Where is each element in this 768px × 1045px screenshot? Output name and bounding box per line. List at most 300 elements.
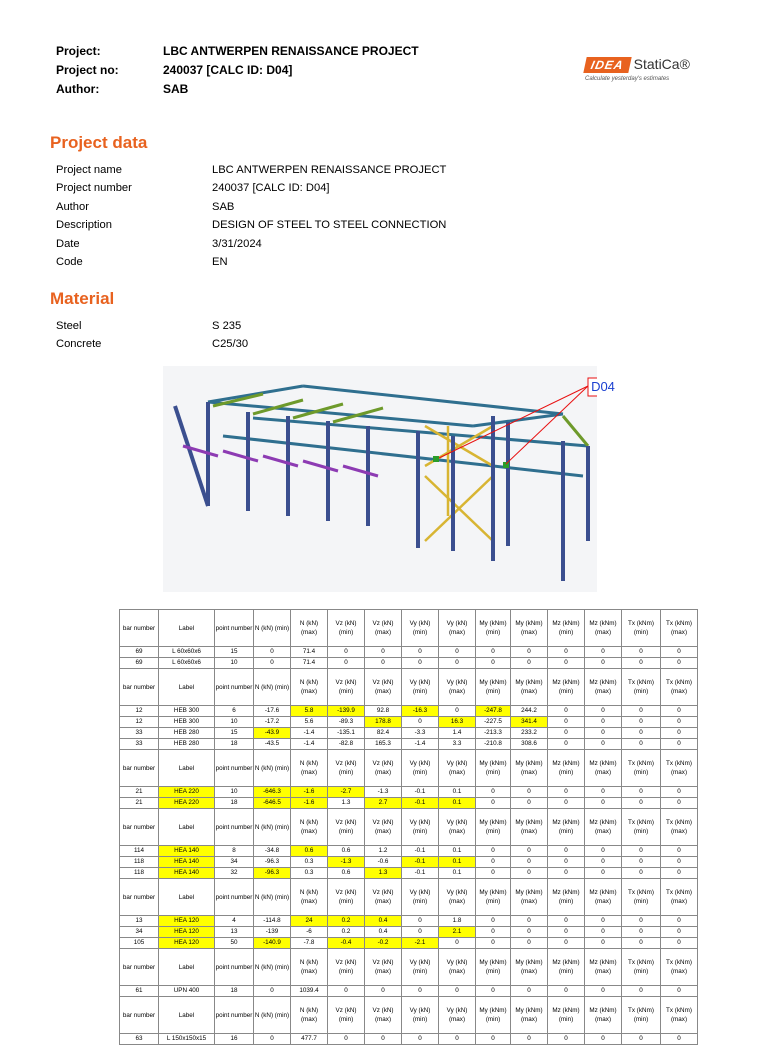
table-cell: 341.4: [511, 717, 548, 728]
table-header-cell: Mz (kNm) (min): [548, 750, 585, 787]
structure-3d-model: [163, 366, 615, 592]
header-project-row: [56, 44, 419, 63]
project-data-heading: Project data: [50, 133, 148, 152]
table-cell: -96.3: [254, 857, 291, 868]
table-row: [120, 658, 698, 669]
table-cell: 0: [585, 706, 622, 717]
table-header-cell: point number: [215, 610, 254, 647]
table-cell: -43.9: [254, 728, 291, 739]
table-header-cell: Mz (kNm) (max): [585, 949, 622, 986]
table-cell: 0: [661, 916, 698, 927]
kv-label: Date: [56, 237, 80, 250]
table-cell: 477.7: [291, 1034, 328, 1045]
table-row: [120, 927, 698, 938]
table-header-cell: Mz (kNm) (min): [548, 879, 585, 916]
table-cell: 0: [661, 717, 698, 728]
table-header-cell: bar number: [120, 949, 159, 986]
table-header-cell: My (kNm) (min): [476, 809, 511, 846]
kv-value: SAB: [212, 200, 235, 213]
table-cell: 10: [215, 787, 254, 798]
table-header-cell: N (kN) (min): [254, 997, 291, 1034]
table-cell: 0: [511, 1034, 548, 1045]
table-cell: 244.2: [511, 706, 548, 717]
table-cell: 0: [661, 938, 698, 949]
table-header-cell: bar number: [120, 809, 159, 846]
table-cell: 4: [215, 916, 254, 927]
table-cell: 0: [661, 1034, 698, 1045]
table-cell: 0: [585, 916, 622, 927]
kv-value: 3/31/2024: [212, 237, 262, 250]
table-row: [120, 857, 698, 868]
table-cell: -6: [291, 927, 328, 938]
table-header-cell: Vz (kN) (max): [365, 879, 402, 916]
table-cell: 0: [548, 728, 585, 739]
table-cell: 178.8: [365, 717, 402, 728]
table-cell: 0: [439, 1034, 476, 1045]
table-cell: 61: [120, 986, 159, 997]
table-cell: 5.8: [291, 706, 328, 717]
table-cell: 33: [120, 739, 159, 750]
table-cell: 0: [511, 857, 548, 868]
table-cell: 0: [548, 857, 585, 868]
table-header-cell: Mz (kNm) (min): [548, 949, 585, 986]
table-cell: 0: [585, 868, 622, 879]
table-cell: 0.3: [291, 857, 328, 868]
table-header-cell: Vy (kN) (min): [402, 879, 439, 916]
table-header-cell: Mz (kNm) (max): [585, 997, 622, 1034]
table-header-cell: Mz (kNm) (max): [585, 610, 622, 647]
table-cell: 34: [215, 857, 254, 868]
table-cell: 0: [439, 986, 476, 997]
kv-label: Code: [56, 255, 83, 268]
table-cell: 0.6: [328, 846, 365, 857]
table-cell: 0: [548, 916, 585, 927]
table-row: [120, 1034, 698, 1045]
table-cell: HEB 300: [159, 706, 215, 717]
table-cell: 0: [622, 798, 661, 809]
table-header-cell: N (kN) (max): [291, 997, 328, 1034]
table-cell: 0: [661, 739, 698, 750]
table-cell: 308.6: [511, 739, 548, 750]
table-header-cell: Vz (kN) (max): [365, 949, 402, 986]
table-cell: 0: [402, 986, 439, 997]
table-cell: 6: [215, 706, 254, 717]
table-cell: 0: [622, 647, 661, 658]
table-cell: 0: [439, 647, 476, 658]
kv-row: [56, 182, 446, 200]
table-cell: 0: [548, 658, 585, 669]
table-header-cell: N (kN) (max): [291, 809, 328, 846]
logo-name: StatiCa®: [633, 56, 690, 72]
table-header-cell: N (kN) (max): [291, 750, 328, 787]
table-header-cell: Vy (kN) (min): [402, 669, 439, 706]
table-cell: 0: [511, 658, 548, 669]
table-header-cell: bar number: [120, 610, 159, 647]
table-cell: -0.1: [402, 787, 439, 798]
table-header-cell: My (kNm) (min): [476, 949, 511, 986]
table-header-cell: N (kN) (min): [254, 669, 291, 706]
table-cell: 24: [291, 916, 328, 927]
table-header-cell: N (kN) (min): [254, 750, 291, 787]
table-cell: 13: [120, 916, 159, 927]
kv-row: [56, 338, 248, 356]
table-cell: 0: [585, 938, 622, 949]
table-cell: 0: [511, 798, 548, 809]
table-cell: 69: [120, 647, 159, 658]
table-cell: 0: [511, 938, 548, 949]
table-cell: HEB 280: [159, 739, 215, 750]
kv-row: [56, 201, 446, 219]
table-cell: 0: [661, 798, 698, 809]
table-cell: 0: [476, 927, 511, 938]
table-cell: 0: [476, 986, 511, 997]
table-cell: 50: [215, 938, 254, 949]
table-cell: UPN 400: [159, 986, 215, 997]
table-cell: 0: [548, 846, 585, 857]
table-row: [120, 986, 698, 997]
table-header-cell: point number: [215, 879, 254, 916]
table-cell: -2.1: [402, 938, 439, 949]
table-header-cell: Tx (kNm) (max): [661, 879, 698, 916]
table-header-cell: Mz (kNm) (max): [585, 750, 622, 787]
table-cell: -0.1: [402, 846, 439, 857]
table-cell: HEA 220: [159, 798, 215, 809]
table-header-cell: My (kNm) (max): [511, 669, 548, 706]
kv-label: Description: [56, 219, 112, 232]
table-cell: -82.8: [328, 739, 365, 750]
table-header-cell: My (kNm) (min): [476, 669, 511, 706]
table-cell: 0: [622, 986, 661, 997]
table-cell: 0: [365, 986, 402, 997]
table-cell: 10: [215, 658, 254, 669]
table-cell: 0: [585, 798, 622, 809]
table-cell: 0: [661, 706, 698, 717]
logo-tagline: Calculate yesterday's estimates: [585, 76, 670, 82]
table-cell: 3.3: [439, 739, 476, 750]
table-row: [120, 798, 698, 809]
table-cell: 1.3: [328, 798, 365, 809]
table-header-cell: Mz (kNm) (max): [585, 879, 622, 916]
table-header-cell: Vy (kN) (max): [439, 669, 476, 706]
table-cell: 0.1: [439, 798, 476, 809]
table-header-row: [120, 879, 698, 916]
table-row: [120, 868, 698, 879]
header-project-no-row: [56, 63, 419, 82]
table-cell: -3.3: [402, 728, 439, 739]
table-cell: 0: [476, 658, 511, 669]
table-header-cell: My (kNm) (min): [476, 879, 511, 916]
table-cell: 0: [622, 728, 661, 739]
table-cell: -646.5: [254, 798, 291, 809]
table-cell: HEA 120: [159, 927, 215, 938]
table-cell: 0: [511, 846, 548, 857]
table-cell: 0: [548, 787, 585, 798]
table-cell: 0: [622, 1034, 661, 1045]
table-header-cell: Tx (kNm) (min): [622, 750, 661, 787]
table-cell: 0: [254, 658, 291, 669]
table-cell: 0: [622, 739, 661, 750]
table-header-cell: N (kN) (min): [254, 809, 291, 846]
table-cell: 0: [661, 728, 698, 739]
table-cell: 0: [622, 846, 661, 857]
table-header-cell: My (kNm) (max): [511, 949, 548, 986]
table-cell: -247.8: [476, 706, 511, 717]
table-header-cell: Vy (kN) (min): [402, 949, 439, 986]
table-header-cell: Vz (kN) (min): [328, 879, 365, 916]
table-cell: -1.3: [328, 857, 365, 868]
table-cell: 0: [622, 706, 661, 717]
table-header-cell: Tx (kNm) (max): [661, 997, 698, 1034]
table-header-cell: Mz (kNm) (min): [548, 997, 585, 1034]
table-header-cell: Vy (kN) (max): [439, 809, 476, 846]
kv-label: Author: [56, 200, 89, 213]
table-header-cell: Vz (kN) (min): [328, 949, 365, 986]
table-cell: 0: [585, 846, 622, 857]
internal-forces-table: [119, 609, 698, 1045]
table-header-cell: My (kNm) (max): [511, 879, 548, 916]
table-cell: -0.2: [365, 938, 402, 949]
kv-label: Project number: [56, 182, 132, 195]
table-cell: 0: [548, 986, 585, 997]
table-header-cell: Label: [159, 879, 215, 916]
table-header-cell: My (kNm) (max): [511, 997, 548, 1034]
table-cell: L 150x150x15: [159, 1034, 215, 1045]
table-cell: 0: [254, 986, 291, 997]
table-cell: 0: [328, 1034, 365, 1045]
table-cell: 0: [548, 927, 585, 938]
table-header-cell: Vy (kN) (max): [439, 997, 476, 1034]
table-header-cell: point number: [215, 949, 254, 986]
table-cell: 0: [402, 927, 439, 938]
table-cell: HEA 220: [159, 787, 215, 798]
table-cell: 0: [476, 787, 511, 798]
table-cell: 0: [661, 787, 698, 798]
table-cell: 0: [548, 739, 585, 750]
table-cell: L 60x60x6: [159, 658, 215, 669]
table-cell: 0: [548, 706, 585, 717]
table-header-cell: N (kN) (max): [291, 949, 328, 986]
table-cell: 0: [511, 916, 548, 927]
table-row: [120, 739, 698, 750]
table-cell: 0.4: [365, 927, 402, 938]
table-cell: 0: [622, 787, 661, 798]
table-cell: 0.1: [439, 846, 476, 857]
project-data-list: [56, 164, 446, 274]
table-header-cell: Tx (kNm) (max): [661, 809, 698, 846]
table-cell: -0.1: [402, 857, 439, 868]
kv-label: Project name: [56, 164, 122, 176]
table-cell: 0.6: [291, 846, 328, 857]
table-cell: 0: [585, 1034, 622, 1045]
table-header-cell: Label: [159, 750, 215, 787]
table-cell: 0: [365, 647, 402, 658]
table-cell: 0: [511, 927, 548, 938]
table-row: [120, 717, 698, 728]
table-header-cell: Label: [159, 809, 215, 846]
header-value: LBC ANTWERPEN RENAISSANCE PROJECT: [163, 44, 419, 58]
table-cell: 0: [585, 787, 622, 798]
table-cell: 0: [476, 798, 511, 809]
table-row: [120, 647, 698, 658]
table-cell: 1.8: [439, 916, 476, 927]
table-header-cell: Tx (kNm) (max): [661, 750, 698, 787]
table-cell: 0: [585, 728, 622, 739]
table-cell: HEB 280: [159, 728, 215, 739]
table-cell: 0: [585, 717, 622, 728]
table-cell: 34: [120, 927, 159, 938]
table-header-cell: N (kN) (max): [291, 669, 328, 706]
table-cell: 8: [215, 846, 254, 857]
table-row: [120, 938, 698, 949]
connection-node-b: [503, 462, 509, 468]
table-header-cell: My (kNm) (max): [511, 610, 548, 647]
table-cell: 0: [511, 787, 548, 798]
table-cell: -1.3: [365, 787, 402, 798]
table-cell: 0: [585, 986, 622, 997]
table-cell: -140.9: [254, 938, 291, 949]
table-cell: 0: [548, 798, 585, 809]
table-cell: 0: [402, 647, 439, 658]
kv-row: [56, 164, 446, 182]
table-cell: 0: [365, 658, 402, 669]
kv-value: LBC ANTWERPEN RENAISSANCE PROJECT: [212, 164, 447, 176]
table-header-cell: Vz (kN) (max): [365, 610, 402, 647]
table-cell: 0: [511, 868, 548, 879]
table-header-cell: Vz (kN) (min): [328, 750, 365, 787]
logo-mark: IDEA: [583, 57, 631, 73]
table-cell: 21: [120, 798, 159, 809]
table-header-cell: bar number: [120, 879, 159, 916]
table-cell: 0: [661, 986, 698, 997]
table-cell: 0: [439, 938, 476, 949]
table-cell: 0: [439, 706, 476, 717]
table-cell: 0: [661, 857, 698, 868]
table-cell: 0: [661, 927, 698, 938]
table-cell: -646.3: [254, 787, 291, 798]
table-cell: 2.1: [439, 927, 476, 938]
table-header-cell: point number: [215, 997, 254, 1034]
table-cell: -135.1: [328, 728, 365, 739]
table-header-row: [120, 750, 698, 787]
kv-row: [56, 219, 446, 237]
material-heading: Material: [50, 289, 115, 308]
table-header-cell: Vy (kN) (max): [439, 949, 476, 986]
table-header-cell: Tx (kNm) (min): [622, 949, 661, 986]
table-header-cell: Tx (kNm) (max): [661, 669, 698, 706]
table-cell: -43.5: [254, 739, 291, 750]
table-row: [120, 706, 698, 717]
table-cell: 0: [548, 938, 585, 949]
table-header-cell: Vy (kN) (max): [439, 610, 476, 647]
table-header-cell: Vz (kN) (max): [365, 750, 402, 787]
table-cell: 71.4: [291, 647, 328, 658]
table-header-cell: Mz (kNm) (min): [548, 610, 585, 647]
table-row: [120, 846, 698, 857]
table-cell: -17.6: [254, 706, 291, 717]
table-cell: 0.2: [328, 916, 365, 927]
table-header-row: [120, 610, 698, 647]
table-cell: HEB 300: [159, 717, 215, 728]
table-cell: -0.1: [402, 868, 439, 879]
header-label: Author:: [56, 82, 100, 96]
header-author-row: [56, 82, 419, 101]
table-header-cell: N (kN) (max): [291, 610, 328, 647]
table-header-cell: Vz (kN) (max): [365, 809, 402, 846]
table-cell: 0: [402, 916, 439, 927]
table-cell: -1.4: [291, 739, 328, 750]
table-cell: 0: [548, 717, 585, 728]
table-cell: 0: [254, 1034, 291, 1045]
table-row: [120, 787, 698, 798]
table-cell: 12: [120, 706, 159, 717]
table-cell: 0: [476, 868, 511, 879]
structure-drawing: [163, 366, 597, 592]
kv-value: C25/30: [212, 338, 249, 351]
table-cell: 33: [120, 728, 159, 739]
table-cell: 18: [215, 739, 254, 750]
table-header-cell: Tx (kNm) (min): [622, 610, 661, 647]
table-cell: 0: [585, 647, 622, 658]
table-cell: 0: [585, 927, 622, 938]
table-header-cell: N (kN) (min): [254, 949, 291, 986]
table-cell: 0: [476, 938, 511, 949]
table-cell: 0.3: [291, 868, 328, 879]
table-cell: -227.5: [476, 717, 511, 728]
table-cell: 63: [120, 1034, 159, 1045]
table-header-cell: bar number: [120, 669, 159, 706]
table-header-cell: Vz (kN) (min): [328, 669, 365, 706]
table-cell: 16: [215, 1034, 254, 1045]
kv-row: [56, 256, 446, 274]
kv-row: [56, 238, 446, 256]
table-cell: 1039.4: [291, 986, 328, 997]
table-cell: 0: [328, 658, 365, 669]
table-cell: 12: [120, 717, 159, 728]
kv-value: EN: [212, 255, 228, 268]
table-cell: -0.1: [402, 798, 439, 809]
table-cell: 16.3: [439, 717, 476, 728]
table-header-cell: My (kNm) (min): [476, 997, 511, 1034]
table-cell: -0.4: [328, 938, 365, 949]
table-cell: -0.6: [365, 857, 402, 868]
table-cell: 233.2: [511, 728, 548, 739]
table-cell: 105: [120, 938, 159, 949]
table-cell: 0.6: [328, 868, 365, 879]
table-cell: 0: [439, 658, 476, 669]
material-list: [56, 320, 248, 357]
table-cell: 21: [120, 787, 159, 798]
table-cell: 0: [402, 658, 439, 669]
kv-label: Concrete: [56, 338, 102, 351]
table-cell: 0: [402, 1034, 439, 1045]
table-cell: -17.2: [254, 717, 291, 728]
table-header-cell: Vz (kN) (min): [328, 809, 365, 846]
table-cell: -89.3: [328, 717, 365, 728]
table-header-cell: Tx (kNm) (max): [661, 949, 698, 986]
report-header: [56, 44, 419, 101]
table-header-row: [120, 669, 698, 706]
table-cell: L 60x60x6: [159, 647, 215, 658]
table-header-cell: Vz (kN) (min): [328, 610, 365, 647]
table-cell: -34.8: [254, 846, 291, 857]
table-cell: 0: [328, 647, 365, 658]
table-cell: 15: [215, 647, 254, 658]
table-cell: -1.4: [291, 728, 328, 739]
table-cell: 69: [120, 658, 159, 669]
table-cell: 0: [476, 1034, 511, 1045]
table-header-cell: Vy (kN) (min): [402, 750, 439, 787]
table-cell: 92.8: [365, 706, 402, 717]
